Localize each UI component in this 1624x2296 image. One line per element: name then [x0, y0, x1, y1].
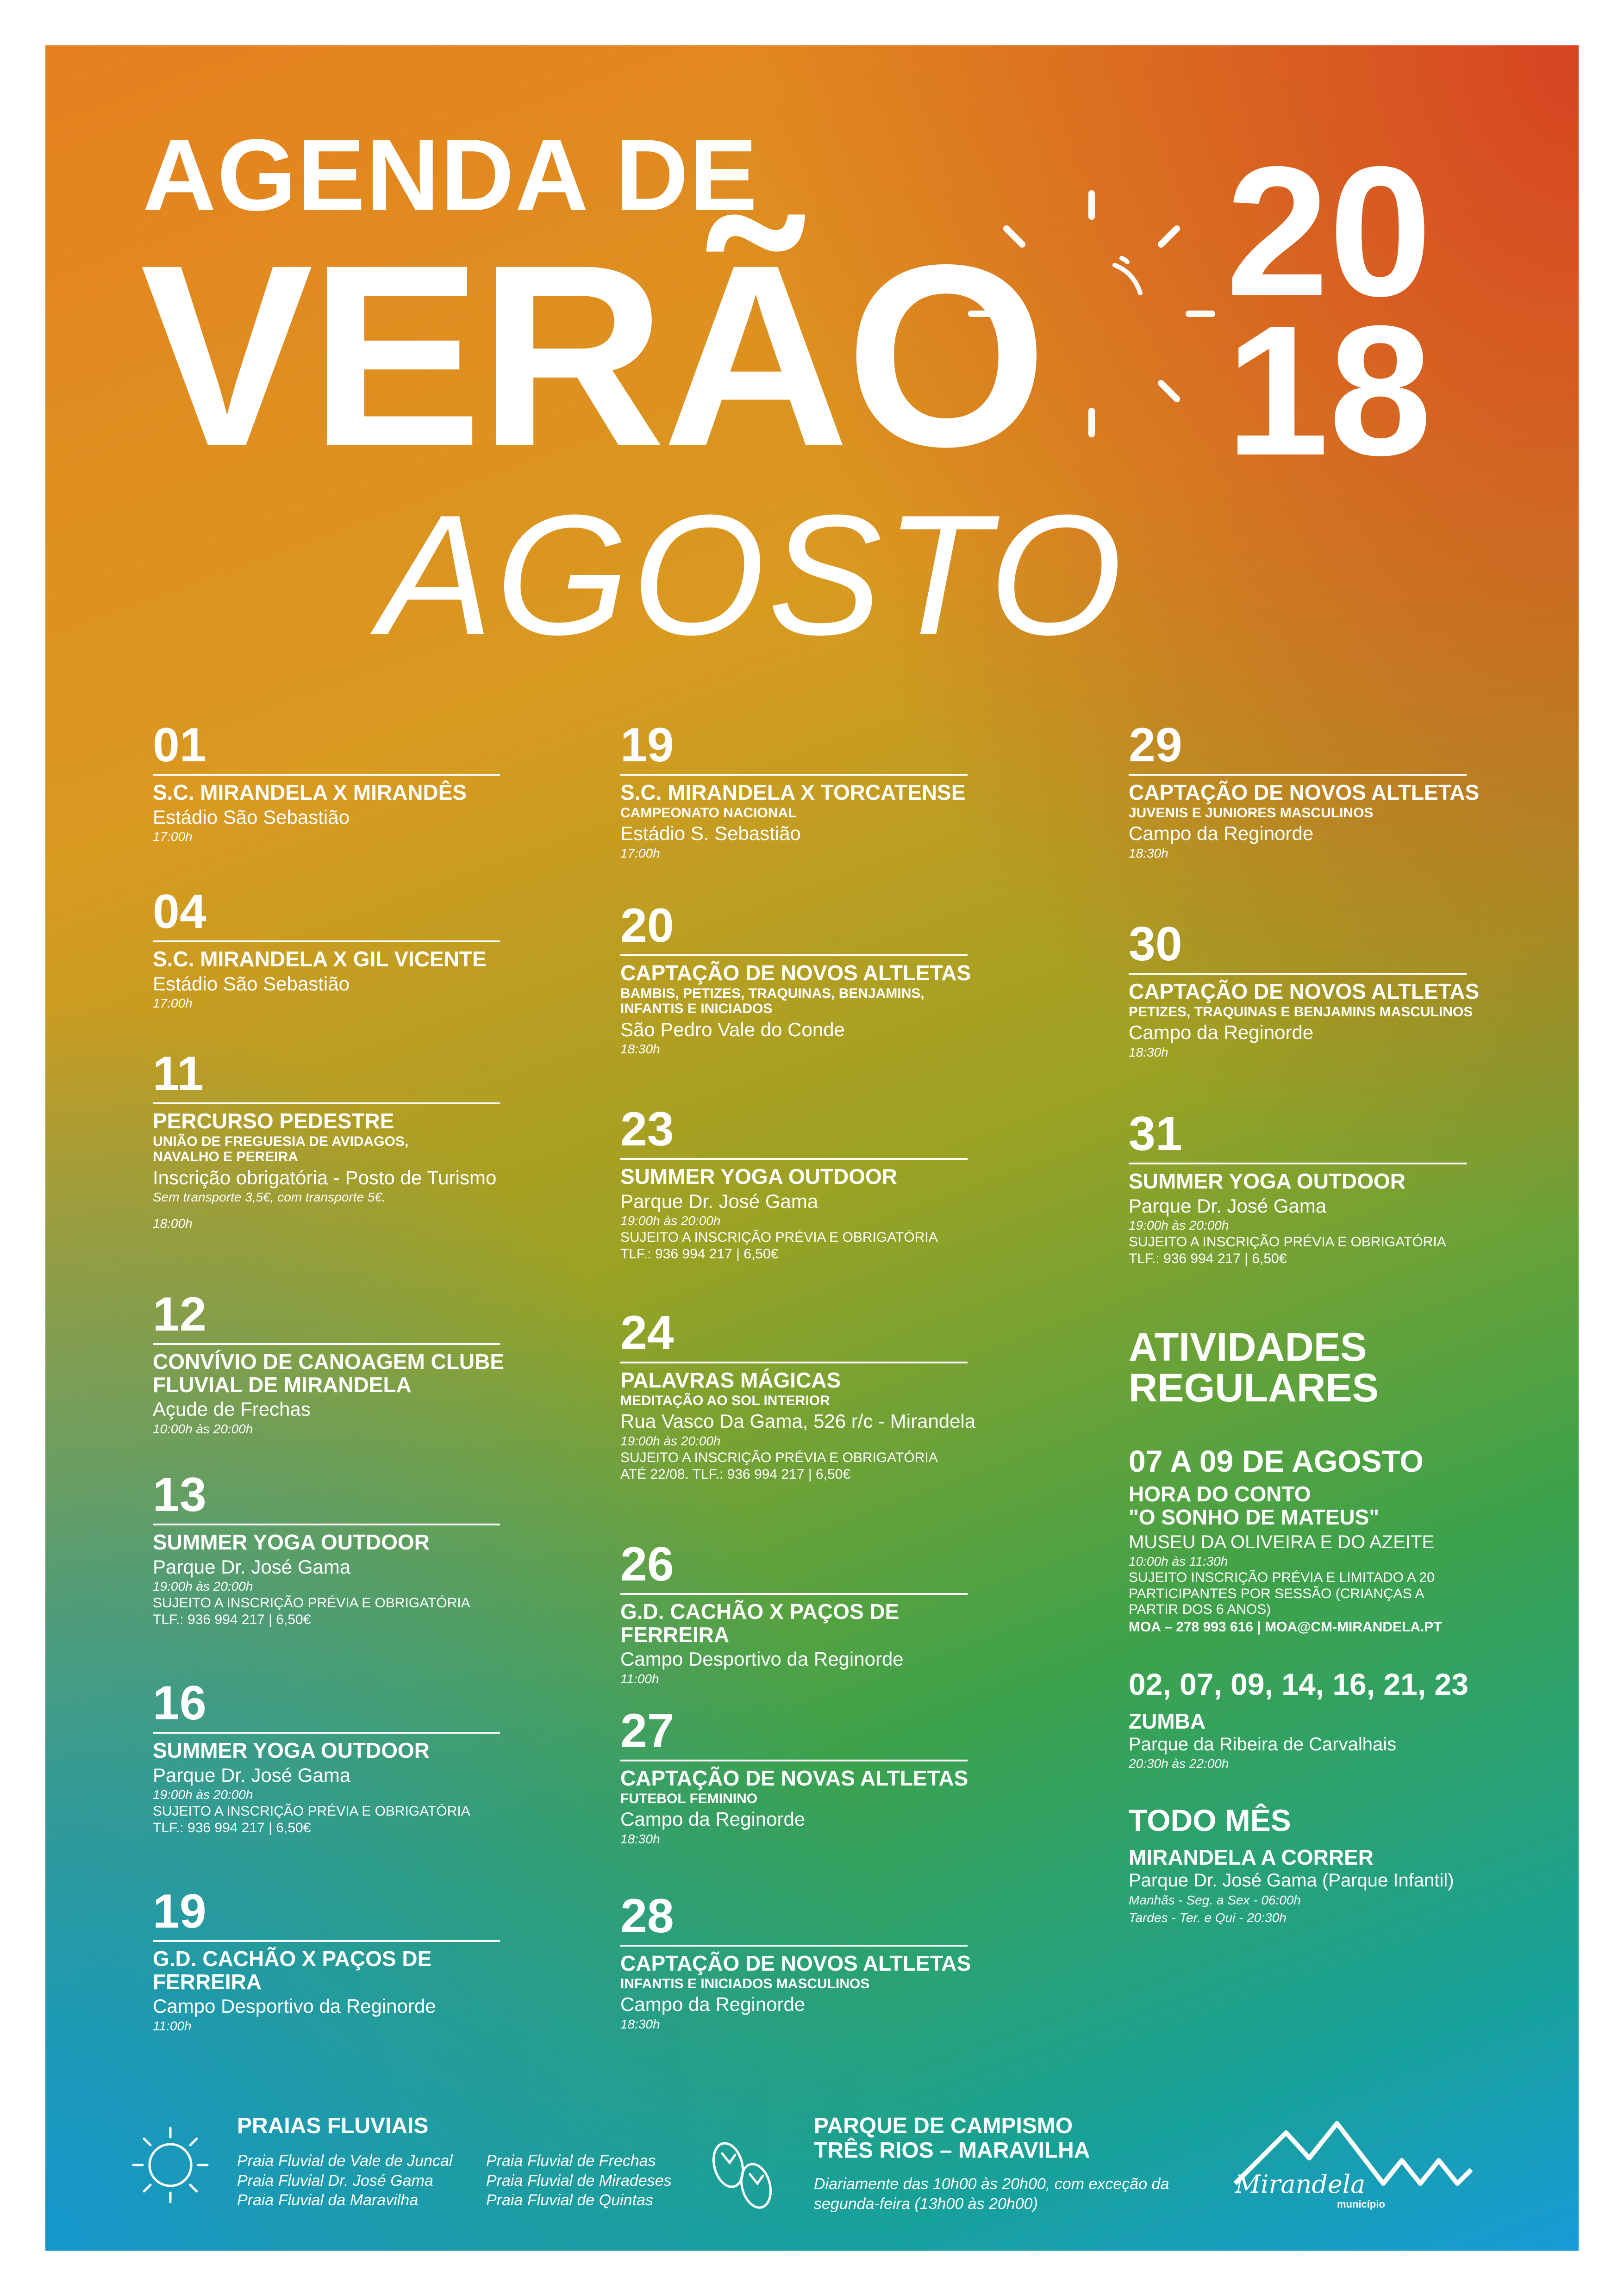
- event-time: 18:30h: [620, 1831, 660, 1846]
- event-day: 12: [153, 1288, 206, 1341]
- header-line1: AGENDA DE: [143, 118, 758, 232]
- event-day: 20: [620, 899, 674, 952]
- event-item: [620, 1889, 991, 2033]
- regular-contact: MOA – 278 993 616 | MOA@CM-MIRANDELA.PT: [1129, 1619, 1442, 1635]
- event-time: 11:00h: [153, 2018, 192, 2033]
- event-time: 19:00h às 20:00h: [620, 1433, 721, 1448]
- beaches-title: PRAIAS FLUVIAIS: [237, 2114, 429, 2138]
- divider: [153, 940, 500, 942]
- event-contact: ATÉ 22/08. TLF.: 936 994 217 | 6,50€: [620, 1466, 851, 1482]
- regular-time: 20:30h às 22:00h: [1129, 1756, 1229, 1771]
- header-month: AGOSTO: [379, 479, 1125, 671]
- regular-date: 02, 07, 09, 14, 16, 21, 23: [1129, 1667, 1468, 1701]
- event-subtitle: BAMBIS, PETIZES, TRAQUINAS, BENJAMINS, INFANTIS E INICIADOS: [620, 985, 924, 1017]
- event-title: CAPTAÇÃO DE NOVOS ALTLETAS: [620, 1951, 971, 1975]
- event-title: PALAVRAS MÁGICAS: [620, 1368, 841, 1392]
- camping-text: Diariamente das 10h00 às 20h00, com exceção da segunda-feira (13h00 às 20h00): [814, 2175, 1169, 2213]
- event-item: [153, 1047, 523, 1232]
- divider: [620, 1760, 968, 1761]
- event-time: 18:30h: [620, 2016, 660, 2031]
- event-condition: SUJEITO A INSCRIÇÃO PRÉVIA E OBRIGATÓRIA: [153, 1804, 470, 1819]
- event-day: 19: [153, 1885, 206, 1938]
- event-day: 29: [1129, 718, 1182, 772]
- event-day: 11: [153, 1047, 204, 1101]
- event-place: Açude de Frechas: [153, 1398, 311, 1420]
- event-title: SUMMER YOGA OUTDOOR: [620, 1164, 898, 1188]
- poster-background: [45, 45, 1579, 2251]
- logo-name: Mirandela: [1235, 2170, 1366, 2199]
- event-title: SUMMER YOGA OUTDOOR: [153, 1530, 430, 1554]
- municipality-logo: [1230, 2114, 1480, 2216]
- flip-flops-icon: [703, 2137, 781, 2216]
- event-time: 10:00h às 20:00h: [153, 1421, 253, 1436]
- event-title: S.C. MIRANDELA X MIRANDÊS: [153, 780, 467, 804]
- event-place: Inscrição obrigatória - Posto de Turismo: [153, 1166, 497, 1188]
- event-title: CONVÍVIO DE CANOAGEM CLUBE FLUVIAL DE MIRANDELA: [153, 1350, 505, 1397]
- event-subtitle: MEDITAÇÃO AO SOL INTERIOR: [620, 1393, 830, 1408]
- event-item: [620, 1704, 991, 1848]
- event-place: Parque Dr. José Gama: [153, 1556, 351, 1578]
- year-part-a: 20: [1226, 128, 1432, 335]
- event-condition: SUJEITO A INSCRIÇÃO PRÉVIA E OBRIGATÓRIA: [620, 1450, 938, 1465]
- divider: [1129, 973, 1467, 975]
- event-subtitle: JUVENIS E JUNIORES MASCULINOS: [1129, 805, 1374, 821]
- event-subtitle: FUTEBOL FEMININO: [620, 1791, 758, 1806]
- event-title: CAPTAÇÃO DE NOVOS ALTLETAS: [620, 961, 971, 985]
- event-condition: SUJEITO A INSCRIÇÃO PRÉVIA E OBRIGATÓRIA: [1129, 1234, 1446, 1250]
- event-time: 18:30h: [1129, 1045, 1168, 1059]
- event-time: 19:00h às 20:00h: [153, 1787, 253, 1802]
- divider: [620, 1158, 968, 1160]
- camping-title: PARQUE DE CAMPISMO TRÊS RIOS – MARAVILHA: [814, 2114, 1090, 2163]
- event-place: Campo da Reginorde: [1129, 1021, 1314, 1044]
- event-subtitle: CAMPEONATO NACIONAL: [620, 805, 797, 821]
- event-day: 16: [153, 1676, 206, 1730]
- regular-title: MIRANDELA A CORRER: [1129, 1845, 1374, 1870]
- event-day: 26: [620, 1537, 674, 1591]
- event-title: S.C. MIRANDELA X GIL VICENTE: [153, 947, 487, 971]
- regular-condition: SUJEITO INSCRIÇÃO PRÉVIA E LIMITADO A 20 PARTICIPANTES POR SESSÃO (CRIANÇAS A PARTIR DOS 6 ANOS): [1129, 1570, 1435, 1618]
- beaches-list-b: [486, 2151, 699, 2210]
- regular-title: HORA DO CONTO: [1129, 1481, 1311, 1506]
- event-item: [620, 1537, 991, 1687]
- divider: [153, 774, 500, 776]
- event-place: Estádio S. Sebastião: [620, 822, 801, 845]
- event-day: 30: [1129, 917, 1182, 971]
- event-time: 19:00h às 20:00h: [1129, 1218, 1229, 1232]
- event-item: [1129, 1107, 1527, 1267]
- event-day: 28: [620, 1889, 674, 1943]
- regular-place: Parque Dr. José Gama (Parque Infantil): [1129, 1870, 1454, 1891]
- regular-time-2: Tardes - Ter. e Qui - 20:30h: [1129, 1910, 1287, 1925]
- regular-block: [1129, 1668, 1527, 1772]
- event-title: SUMMER YOGA OUTDOOR: [153, 1738, 430, 1762]
- divider: [1129, 1163, 1467, 1164]
- event-time: 11:00h: [620, 1671, 659, 1686]
- event-item: [1129, 917, 1527, 1061]
- event-place: Campo Desportivo da Reginorde: [153, 1995, 436, 2017]
- event-place: Estádio São Sebastião: [153, 806, 350, 828]
- event-subtitle: INFANTIS E INICIADOS MASCULINOS: [620, 1976, 870, 1991]
- event-place: São Pedro Vale do Conde: [620, 1018, 845, 1040]
- event-subtitle: PETIZES, TRAQUINAS E BENJAMINS MASCULINOS: [1129, 1004, 1473, 1020]
- divider: [620, 1362, 968, 1363]
- divider: [620, 1945, 968, 1947]
- event-item: [153, 1676, 523, 1836]
- event-condition: SUJEITO A INSCRIÇÃO PRÉVIA E OBRIGATÓRIA: [153, 1595, 470, 1611]
- divider: [153, 1343, 500, 1345]
- event-place: Campo Desportivo da Reginorde: [620, 1648, 904, 1670]
- event-contact: TLF.: 936 994 217 | 6,50€: [1129, 1251, 1287, 1267]
- logo-sub: município: [1337, 2198, 1385, 2210]
- regular-date: 07 A 09 DE AGOSTO: [1129, 1444, 1424, 1479]
- divider: [153, 1940, 500, 1942]
- event-time: 19:00h às 20:00h: [153, 1579, 253, 1593]
- event-place: Parque Dr. José Gama: [1129, 1195, 1327, 1217]
- event-place: Parque Dr. José Gama: [620, 1190, 818, 1212]
- event-time: 17:00h: [153, 829, 193, 844]
- event-place: Campo da Reginorde: [620, 1993, 806, 2016]
- event-day: 24: [620, 1306, 674, 1360]
- event-day: 04: [153, 885, 206, 939]
- event-item: [153, 1887, 523, 2035]
- divider: [153, 1102, 500, 1104]
- divider: [620, 1593, 968, 1595]
- event-item: [620, 1306, 991, 1483]
- divider: [153, 1524, 500, 1525]
- regular-title-2: "O SONHO DE MATEUS": [1129, 1505, 1380, 1530]
- regular-place: MUSEU DA OLIVEIRA E DO AZEITE: [1129, 1531, 1435, 1552]
- event-item: [620, 1102, 991, 1263]
- year-part-b: 18: [1226, 287, 1432, 494]
- event-item: [1129, 718, 1527, 862]
- sun-outline-icon: [129, 2123, 212, 2207]
- event-contact: TLF.: 936 994 217 | 6,50€: [153, 1612, 311, 1628]
- event-title: PERCURSO PEDESTRE: [153, 1109, 394, 1133]
- beach-item: Praia Fluvial de Vale de Juncal: [237, 2152, 453, 2170]
- regular-time: Manhãs - Seg. a Sex - 06:00h: [1129, 1892, 1301, 1907]
- event-day: 23: [620, 1102, 674, 1156]
- event-day: 31: [1129, 1107, 1182, 1161]
- event-title: G.D. CACHÃO X PAÇOS DE FERREIRA: [153, 1947, 432, 1994]
- beach-item: Praia Fluvial Dr. José Gama: [237, 2172, 433, 2190]
- event-place: Estádio São Sebastião: [153, 972, 350, 995]
- event-subtitle: UNIÃO DE FREGUESIA DE AVIDAGOS, NAVALHO E PEREIRA: [153, 1133, 409, 1165]
- divider: [153, 1732, 500, 1734]
- regular-place: Parque da Ribeira de Carvalhais: [1129, 1734, 1397, 1755]
- divider: [620, 774, 968, 776]
- event-contact: TLF.: 936 994 217 | 6,50€: [153, 1820, 311, 1836]
- beach-item: Praia Fluvial de Miradeses: [486, 2172, 672, 2190]
- event-title: S.C. MIRANDELA X TORCATENSE: [620, 780, 966, 804]
- regular-block: [1129, 1804, 1527, 1926]
- event-time: 19:00h às 20:00h: [620, 1213, 721, 1228]
- event-note: Sem transporte 3,5€, com transporte 5€.: [153, 1190, 386, 1205]
- event-condition: SUJEITO A INSCRIÇÃO PRÉVIA E OBRIGATÓRIA: [620, 1230, 938, 1245]
- event-item: [153, 885, 523, 1012]
- event-place: Campo da Reginorde: [1129, 822, 1314, 845]
- event-day: 19: [620, 718, 674, 772]
- event-item: [153, 1468, 523, 1628]
- event-place: Campo da Reginorde: [620, 1808, 806, 1830]
- event-time: 18:30h: [1129, 846, 1168, 860]
- regular-block: [1129, 1445, 1527, 1636]
- event-time: 17:00h: [153, 996, 193, 1010]
- event-time: 17:00h: [620, 846, 660, 860]
- divider: [1129, 774, 1467, 776]
- event-time: 18:00h: [153, 1216, 193, 1231]
- divider: [620, 954, 968, 956]
- event-title: G.D. CACHÃO X PAÇOS DE FERREIRA: [620, 1599, 899, 1647]
- header-year: [1226, 128, 1550, 494]
- event-place: Rua Vasco Da Gama, 526 r/c - Mirandela: [620, 1410, 976, 1432]
- event-day: 01: [153, 718, 206, 772]
- event-time: 18:30h: [620, 1042, 660, 1057]
- event-item: [153, 1290, 523, 1437]
- regular-date: TODO MÊS: [1129, 1803, 1291, 1838]
- event-place: Parque Dr. José Gama: [153, 1764, 351, 1786]
- event-day: 13: [153, 1468, 206, 1522]
- beaches-list-a: [237, 2151, 478, 2210]
- event-contact: TLF.: 936 994 217 | 6,50€: [620, 1246, 779, 1262]
- beach-item: Praia Fluvial da Maravilha: [237, 2191, 418, 2209]
- event-day: 27: [620, 1704, 674, 1758]
- regular-time: 10:00h às 11:30h: [1129, 1554, 1228, 1568]
- event-title: CAPTAÇÃO DE NOVOS ALTLETAS: [1129, 780, 1480, 804]
- event-title: SUMMER YOGA OUTDOOR: [1129, 1169, 1406, 1193]
- regular-title: ZUMBA: [1129, 1709, 1206, 1734]
- header-line2: VERÃO: [140, 211, 1044, 500]
- event-title: CAPTAÇÃO DE NOVAS ALTLETAS: [620, 1766, 968, 1790]
- event-item: [620, 718, 991, 862]
- beach-item: Praia Fluvial de Frechas: [486, 2152, 656, 2170]
- sun-icon: [962, 184, 1221, 443]
- regular-activities: [1129, 1327, 1527, 1927]
- beach-item: Praia Fluvial de Quintas: [486, 2191, 653, 2209]
- regular-heading: ATIVIDADES REGULARES: [1129, 1325, 1379, 1410]
- event-item: [620, 899, 991, 1058]
- event-title: CAPTAÇÃO DE NOVOS ALTLETAS: [1129, 979, 1480, 1003]
- event-item: [153, 718, 523, 845]
